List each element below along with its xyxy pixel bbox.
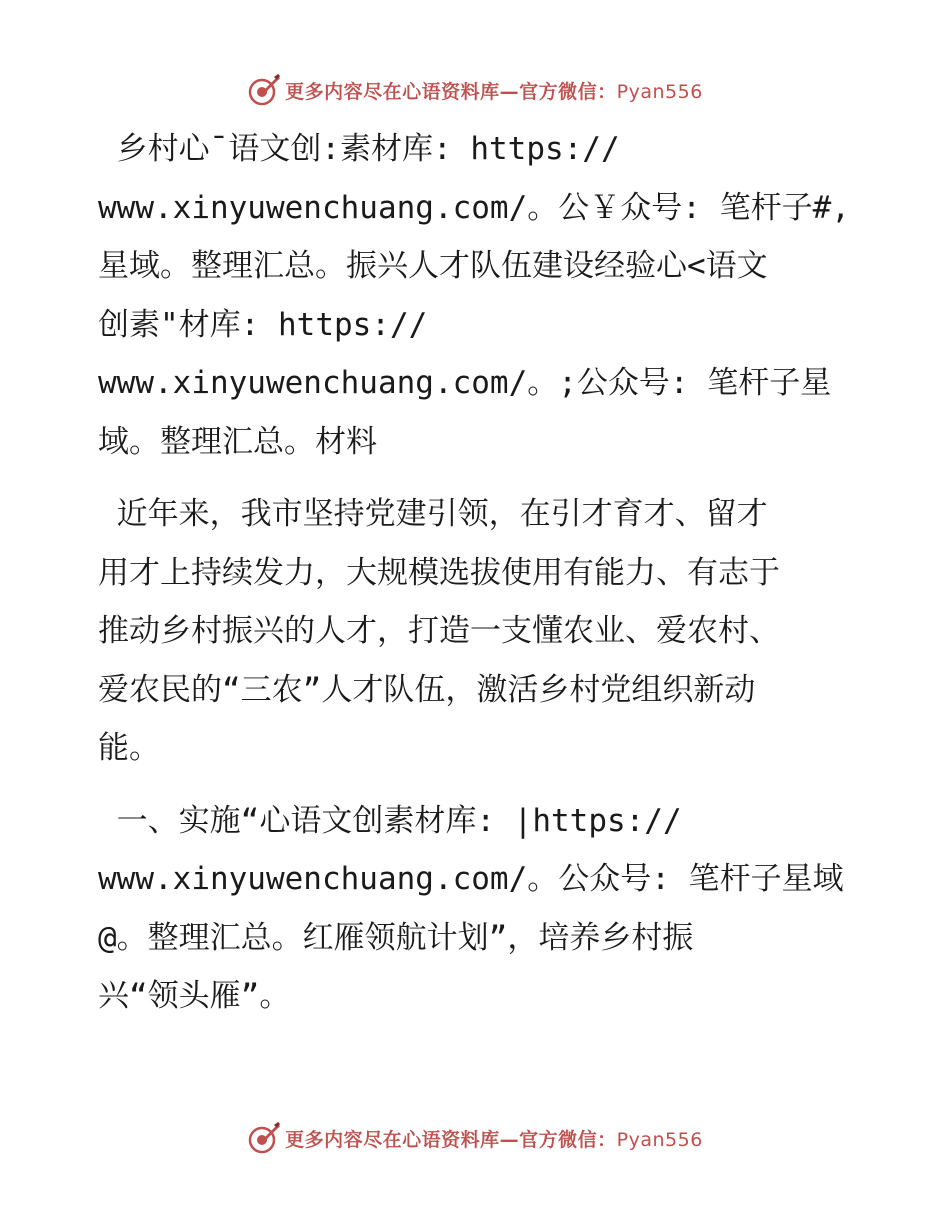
header-watermark	[0, 70, 950, 110]
text-line: www.xinyuwenchuang.com/。;公众号: 笔杆子星	[98, 365, 832, 401]
quill-seal-icon	[247, 1121, 281, 1155]
watermark-caption: 更多内容尽在心语资料库—官方微信：	[285, 1128, 617, 1151]
paragraph-section-one	[98, 792, 858, 1026]
watermark-text	[285, 1125, 703, 1152]
text-line: 域。整理汇总。材料	[98, 423, 377, 460]
text-line: 爱农民的“三农”人才队伍，激活乡村党组织新动	[98, 671, 756, 708]
text-line: 兴“领头雁”。	[98, 978, 291, 1014]
text-line: @。整理汇总。红雁领航计划”，培养乡村振	[98, 919, 694, 956]
watermark-wechat-id: Pyan556	[616, 1128, 703, 1151]
text-line: 创素"材库: https://	[98, 306, 428, 343]
text-line: 推动乡村振兴的人才，打造一支懂农业、爱农村、	[98, 613, 780, 649]
text-line: 用才上持续发力，大规模选拔使用有能力、有志于	[98, 554, 780, 591]
text-line: www.xinyuwenchuang.com/。公众号: 笔杆子星域	[98, 861, 844, 897]
text-line: 星域。整理汇总。振兴人才队伍建设经验心<语文	[98, 248, 768, 284]
text-line: 近年来，我市坚持党建引领，在引才育才、留才	[98, 496, 768, 532]
watermark-caption: 更多内容尽在心语资料库—官方微信：	[285, 80, 617, 103]
document-body	[98, 120, 858, 1026]
text-line: 乡村心¯语文创:素材库: https://	[98, 131, 620, 167]
footer-watermark	[0, 1118, 950, 1158]
watermark-wechat-id: Pyan556	[616, 80, 703, 103]
paragraph-overview	[98, 485, 858, 778]
watermark-text	[285, 77, 703, 104]
quill-seal-icon	[247, 73, 281, 107]
text-line: 一、实施“心语文创素材库: |https://	[98, 802, 682, 839]
text-line: www.xinyuwenchuang.com/。公￥众号: 笔杆子#,	[98, 189, 850, 226]
paragraph-intro	[98, 120, 858, 471]
text-line: 能。	[98, 730, 160, 766]
